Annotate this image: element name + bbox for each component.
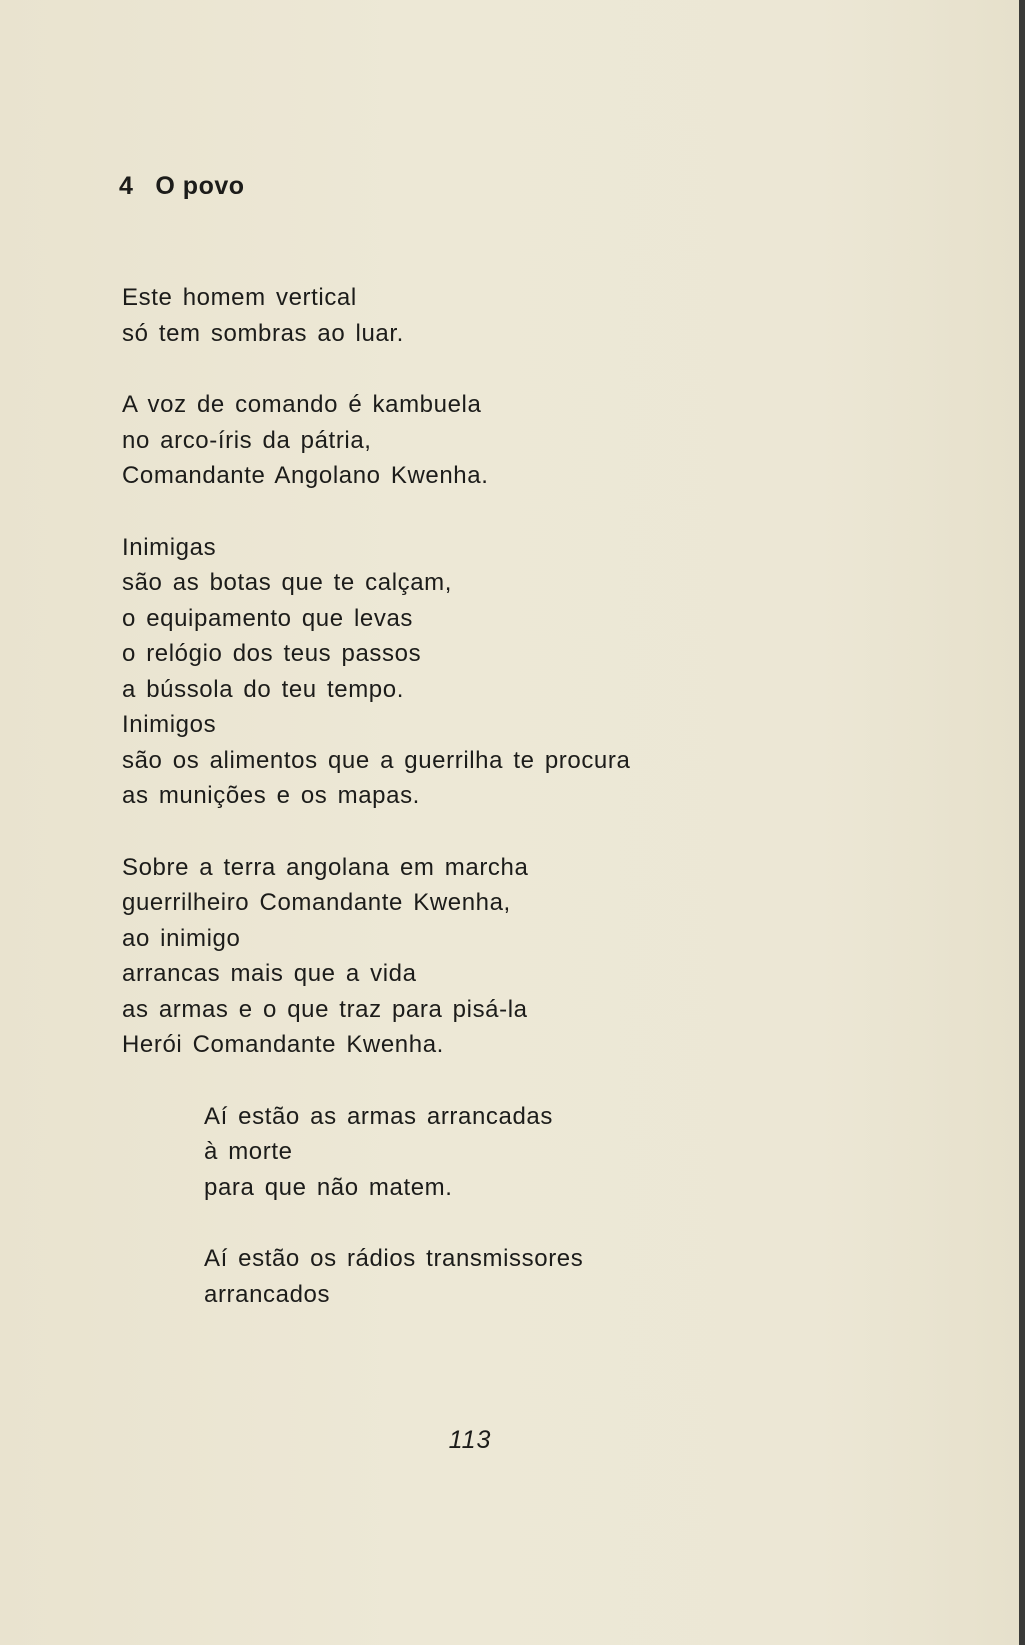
poem-line: Sobre a terra angolana em marcha [122,853,529,881]
poem-line: Aí estão as armas arrancadas [204,1102,553,1130]
poem-line: o relógio dos teus passos [122,640,422,667]
stanza-6 [122,1241,942,1312]
poem-number: 4 [119,172,134,200]
poem-line: Comandante Angolano Kwenha. [122,462,489,489]
stanza-2 [122,387,942,494]
poem-title: O povo [155,172,245,200]
poem-line: são os alimentos que a guerrilha te procura [122,746,631,774]
poem-line: Aí estão os rádios transmissores [204,1245,584,1272]
poem-line: Herói Comandante Kwenha. [122,1031,444,1058]
poem-line: à morte [204,1138,293,1165]
poem-heading [119,172,245,201]
poem-line: guerrilheiro Comandante Kwenha, [122,889,511,916]
poem-line: ao inimigo [122,924,241,952]
poem-line: no arco-íris da pátria, [122,426,372,454]
page-edge-shadow [1019,0,1025,1645]
poem-body [122,280,942,1348]
poem-line: para que não matem. [204,1173,453,1201]
poem-line: Inimigas [122,533,217,561]
poem-line: o equipamento que levas [122,604,413,632]
poem-line: as armas e o que traz para pisá-la [122,995,528,1023]
poem-line: são as botas que te calçam, [122,569,453,596]
poem-line: Este homem vertical [122,284,357,311]
poem-line: só tem sombras ao luar. [122,319,404,347]
page-number: 113 [448,1426,492,1454]
poem-line: arrancados [204,1280,331,1308]
poem-line: a bússola do teu tempo. [122,675,404,703]
poem-line: A voz de comando é kambuela [122,391,482,418]
stanza-3 [122,530,942,814]
stanza-4 [122,850,942,1063]
stanza-1 [122,280,942,351]
poem-line: arrancas mais que a vida [122,960,417,987]
poem-line: as munições e os mapas. [122,782,420,809]
poem-line: Inimigos [122,711,217,738]
stanza-5 [122,1099,942,1206]
